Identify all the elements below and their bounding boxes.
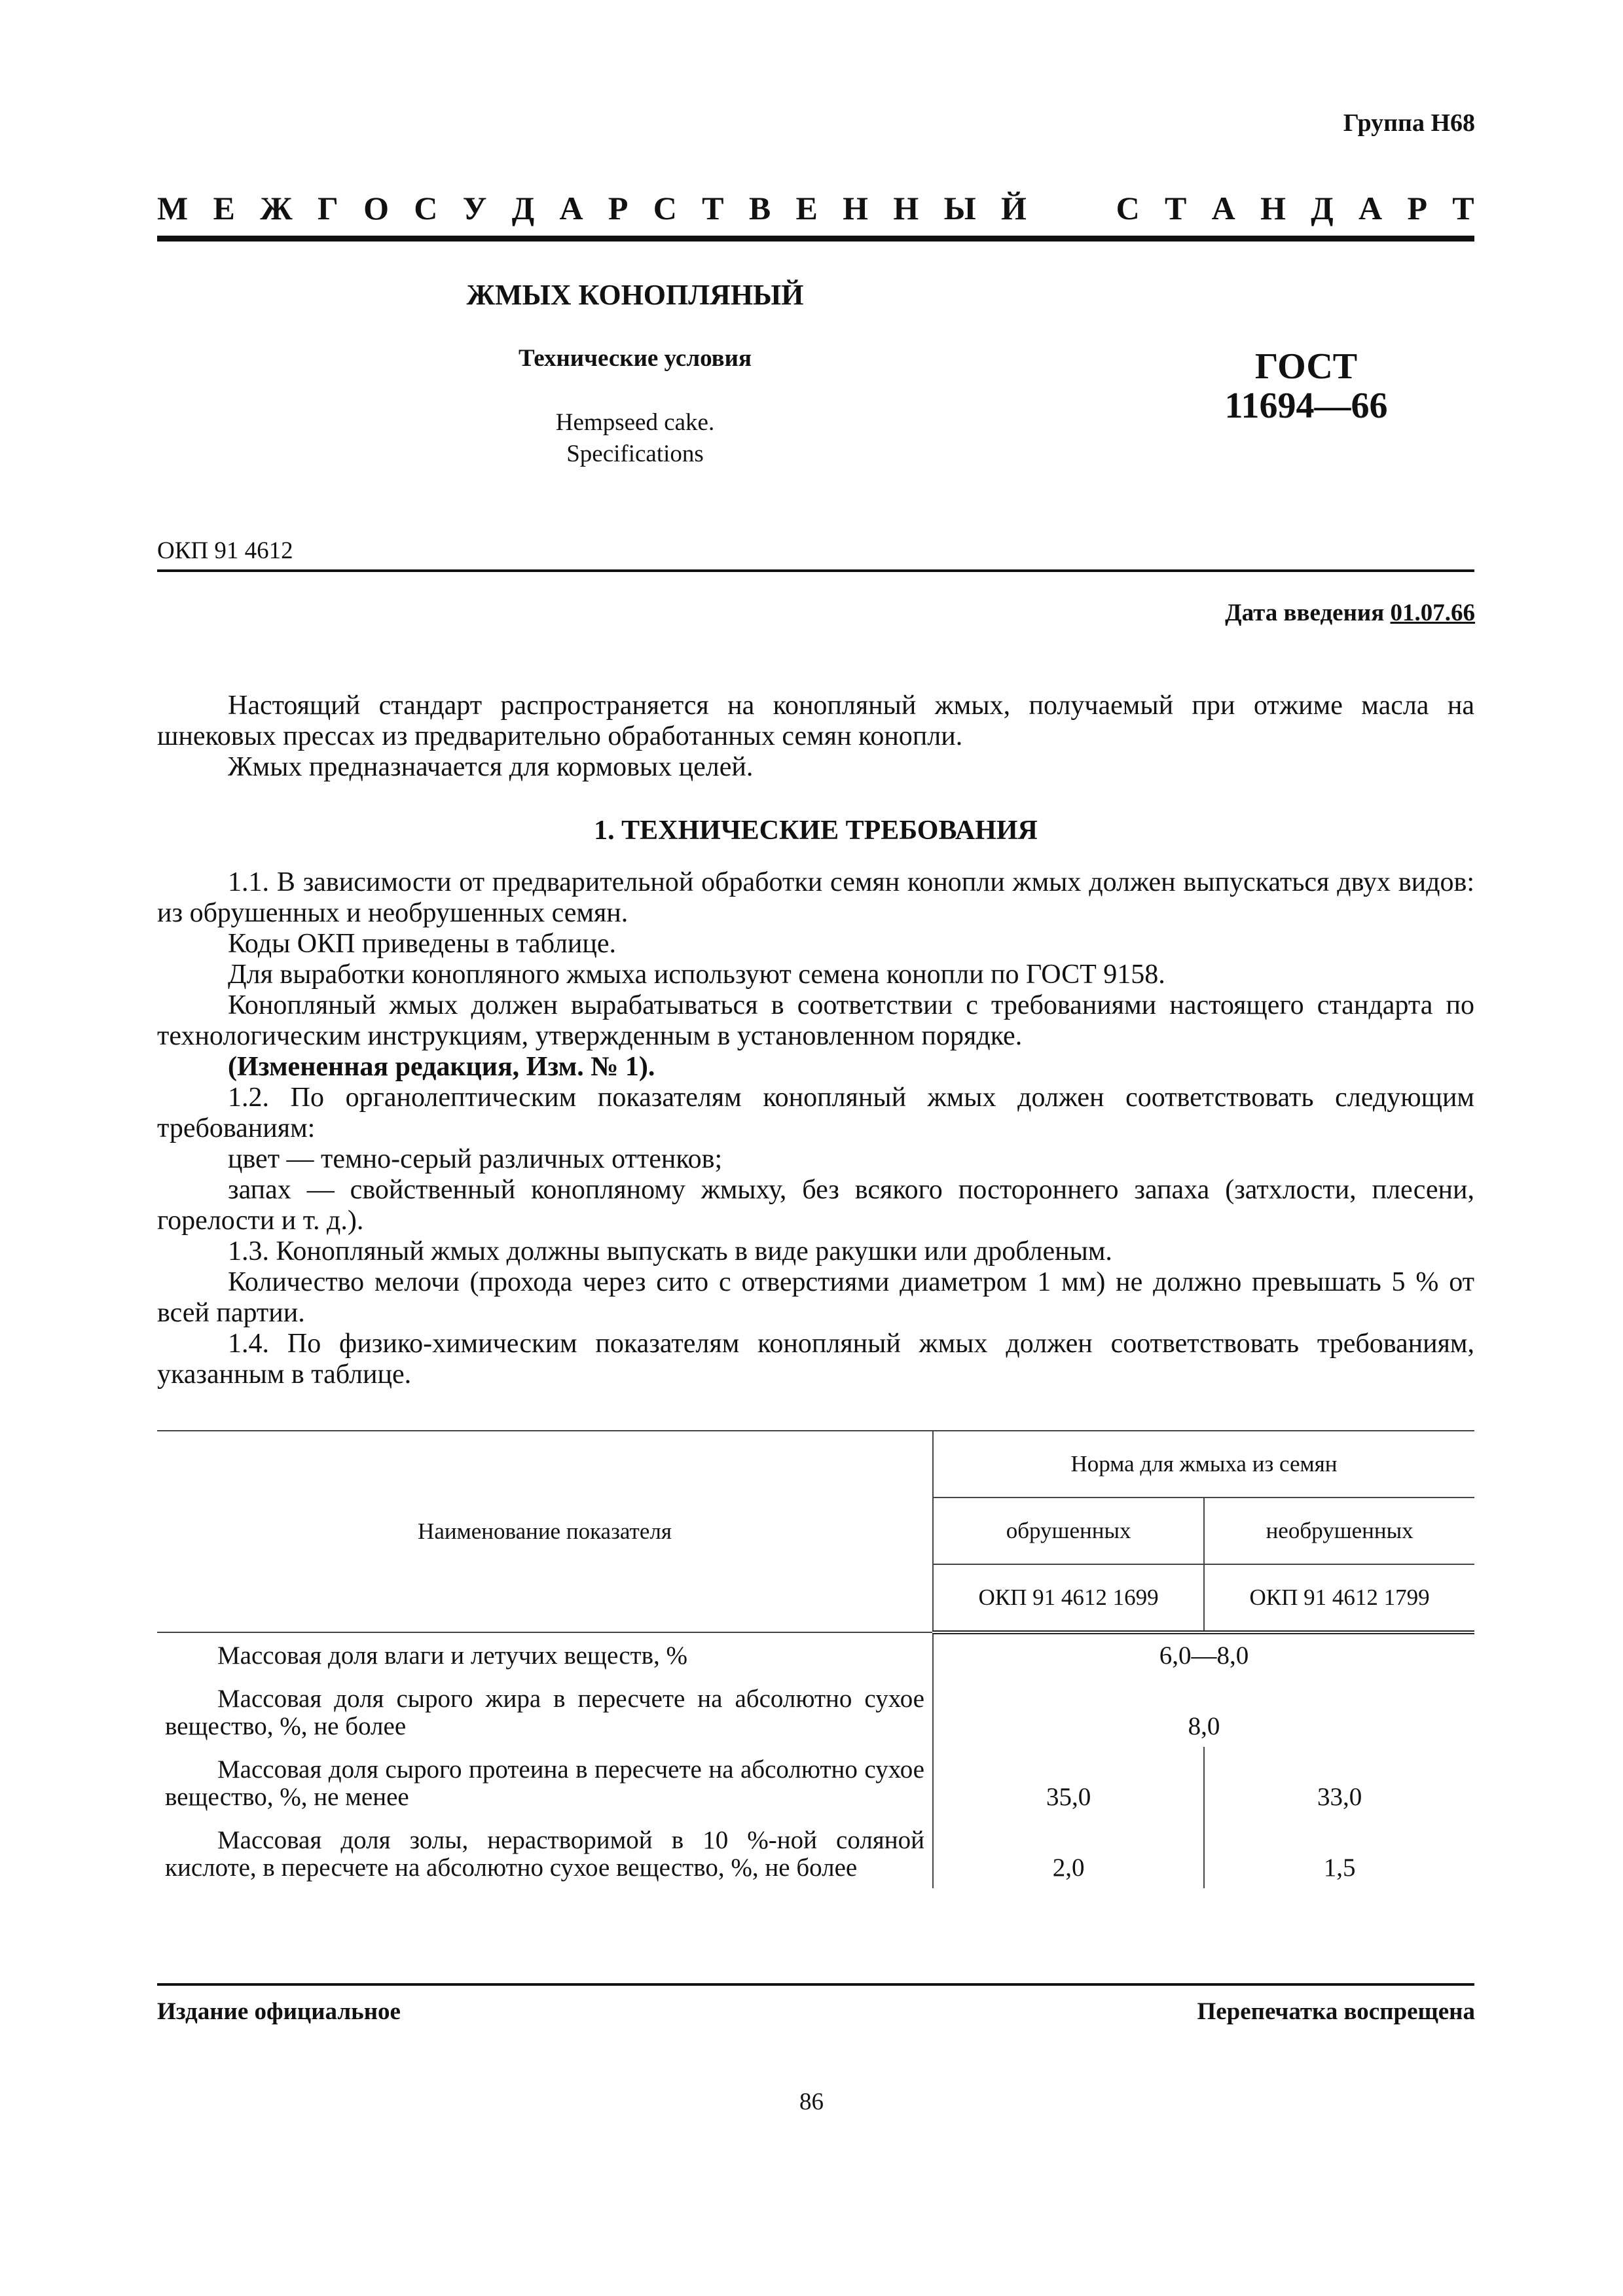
banner-letter: Н <box>843 190 869 226</box>
col-header-okp-hulled: ОКП 91 4612 1699 <box>933 1564 1204 1632</box>
gost-number <box>1152 347 1460 425</box>
row-value-merged: 6,0—8,0 <box>1159 1641 1249 1670</box>
header-rule <box>157 236 1474 242</box>
english-title <box>157 407 1113 470</box>
banner-letter: Р <box>608 190 629 226</box>
banner-letter: Г <box>317 190 338 226</box>
okp-rule <box>157 569 1474 572</box>
row-name: Массовая доля сырого жира в пересчете на абсолютно сухое вещество, %, не более <box>157 1676 933 1747</box>
specs-table <box>157 1430 1474 1888</box>
paragraph: Для выработки конопляного жмыха используют семена конопли по ГОСТ 9158. <box>228 960 1165 990</box>
group-label: Группа Н68 <box>1343 109 1475 137</box>
banner-letter: Н <box>1260 190 1286 226</box>
col-header-unhulled: необрушенных <box>1204 1498 1474 1564</box>
banner-letter: Т <box>1452 190 1474 226</box>
row-name: Массовая доля влаги и летучих веществ, % <box>157 1632 933 1676</box>
date-label: Дата введения <box>1225 600 1385 626</box>
banner-letter: Ж <box>260 190 293 226</box>
banner-letter: У <box>462 190 487 226</box>
requirements-text <box>157 867 1474 1390</box>
document-subtitle: Технические условия <box>519 345 752 372</box>
banner-letter: Р <box>1407 190 1427 226</box>
banner-letter: Д <box>511 190 535 226</box>
english-title-line: Specifications <box>566 440 704 467</box>
row-value-unhulled: 1,5 <box>1323 1854 1356 1882</box>
paragraph: Жмых предназначается для кормовых целей. <box>228 752 754 782</box>
col-header-name: Наименование показателя <box>157 1431 933 1632</box>
table-row <box>157 1818 1474 1888</box>
section-heading: 1. ТЕХНИЧЕСКИЕ ТРЕБОВАНИЯ <box>594 816 1038 846</box>
amendment-note: (Измененная редакция, Изм. № 1). <box>228 1052 655 1082</box>
banner-letter: С <box>653 190 677 226</box>
banner-letter: А <box>1211 190 1235 226</box>
paragraph: запах — свойственный конопляному жмыху, без всякого постороннего запаха (затхлости, плесени, горелости и т. д.). <box>157 1175 1474 1236</box>
intro-text <box>157 691 1474 783</box>
gost-code: 11694—66 <box>1224 386 1388 426</box>
row-value-unhulled: 33,0 <box>1317 1783 1362 1811</box>
banner-letter: О <box>363 190 389 226</box>
paragraph: 1.2. По органолептическим показателям конопляный жмых должен соответствовать следующим требованиям: <box>157 1083 1474 1143</box>
col-header-group: Норма для жмыха из семян <box>933 1431 1474 1498</box>
row-value-hulled: 2,0 <box>933 1818 1204 1888</box>
banner-letter: А <box>559 190 583 226</box>
paragraph: Коды ОКП приведены в таблице. <box>228 929 617 959</box>
banner-letter: Н <box>893 190 919 226</box>
paragraph: 1.1. В зависимости от предварительной обработки семян конопли жмых должен выпускаться двух видов: из обрушенных и необрушенных семян. <box>157 867 1474 928</box>
paragraph: цвет — темно-серый различных оттенков; <box>228 1144 723 1174</box>
banner-letter: Т <box>1164 190 1187 226</box>
row-name: Массовая доля золы, нерастворимой в 10 %-ной соляной кислоте, в пересчете на абсолютно сухое вещество, %, не более <box>157 1818 933 1888</box>
standard-banner <box>157 182 1474 234</box>
banner-letter: М <box>157 190 189 226</box>
paragraph: Настоящий стандарт распространяется на конопляный жмых, получаемый при отжиме масла на шнековых прессах из предварительно обработанных семян конопли. <box>157 691 1474 751</box>
paragraph: Количество мелочи (прохода через сито с отверстиями диаметром 1 мм) не должно превышать 5 % от всей партии. <box>157 1267 1474 1328</box>
col-header-okp-unhulled: ОКП 91 4612 1799 <box>1204 1564 1474 1632</box>
banner-letter: Е <box>213 190 235 226</box>
banner-letter: Е <box>795 190 818 226</box>
gost-label: ГОСТ <box>1254 346 1358 387</box>
document-title: ЖМЫХ КОНОПЛЯНЫЙ <box>466 279 804 311</box>
row-value-hulled: 35,0 <box>933 1747 1204 1818</box>
footer-rule <box>157 1983 1474 1986</box>
table-row <box>157 1747 1474 1818</box>
banner-letter: С <box>1116 190 1140 226</box>
paragraph: 1.3. Конопляный жмых должны выпускать в виде ракушки или дробленым. <box>228 1236 1112 1266</box>
banner-gap <box>1051 182 1091 234</box>
paragraph: Конопляный жмых должен вырабатываться в соответствии с требованиями настоящего стандарта по технологическим инструкциям, утвержденным в установленном порядке. <box>157 990 1474 1051</box>
banner-letter: А <box>1359 190 1383 226</box>
banner-letter: С <box>414 190 438 226</box>
row-name: Массовая доля сырого протеина в пересчете на абсолютно сухое вещество, %, не менее <box>157 1747 933 1818</box>
english-title-line: Hempseed cake. <box>555 409 715 436</box>
paragraph: 1.4. По физико-химическим показателям конопляный жмых должен соответствовать требованиям, указанным в таблице. <box>157 1329 1474 1390</box>
banner-letter: В <box>748 190 771 226</box>
table-row <box>157 1632 1474 1676</box>
table-row <box>157 1676 1474 1747</box>
introduction-date <box>1225 599 1475 627</box>
okp-code: ОКП 91 4612 <box>157 537 293 564</box>
banner-letter: Ы <box>943 190 976 226</box>
reprint-prohibited-label: Перепечатка воспрещена <box>1197 1998 1475 2025</box>
banner-letter: Т <box>702 190 724 226</box>
page-number: 86 <box>799 2089 824 2115</box>
banner-letter: Й <box>1001 190 1027 226</box>
col-header-hulled: обрушенных <box>933 1498 1204 1564</box>
official-edition-label: Издание официальное <box>157 1998 401 2025</box>
row-value-merged: 8,0 <box>1188 1712 1220 1740</box>
banner-letter: Д <box>1311 190 1334 226</box>
date-value: 01.07.66 <box>1390 600 1475 626</box>
